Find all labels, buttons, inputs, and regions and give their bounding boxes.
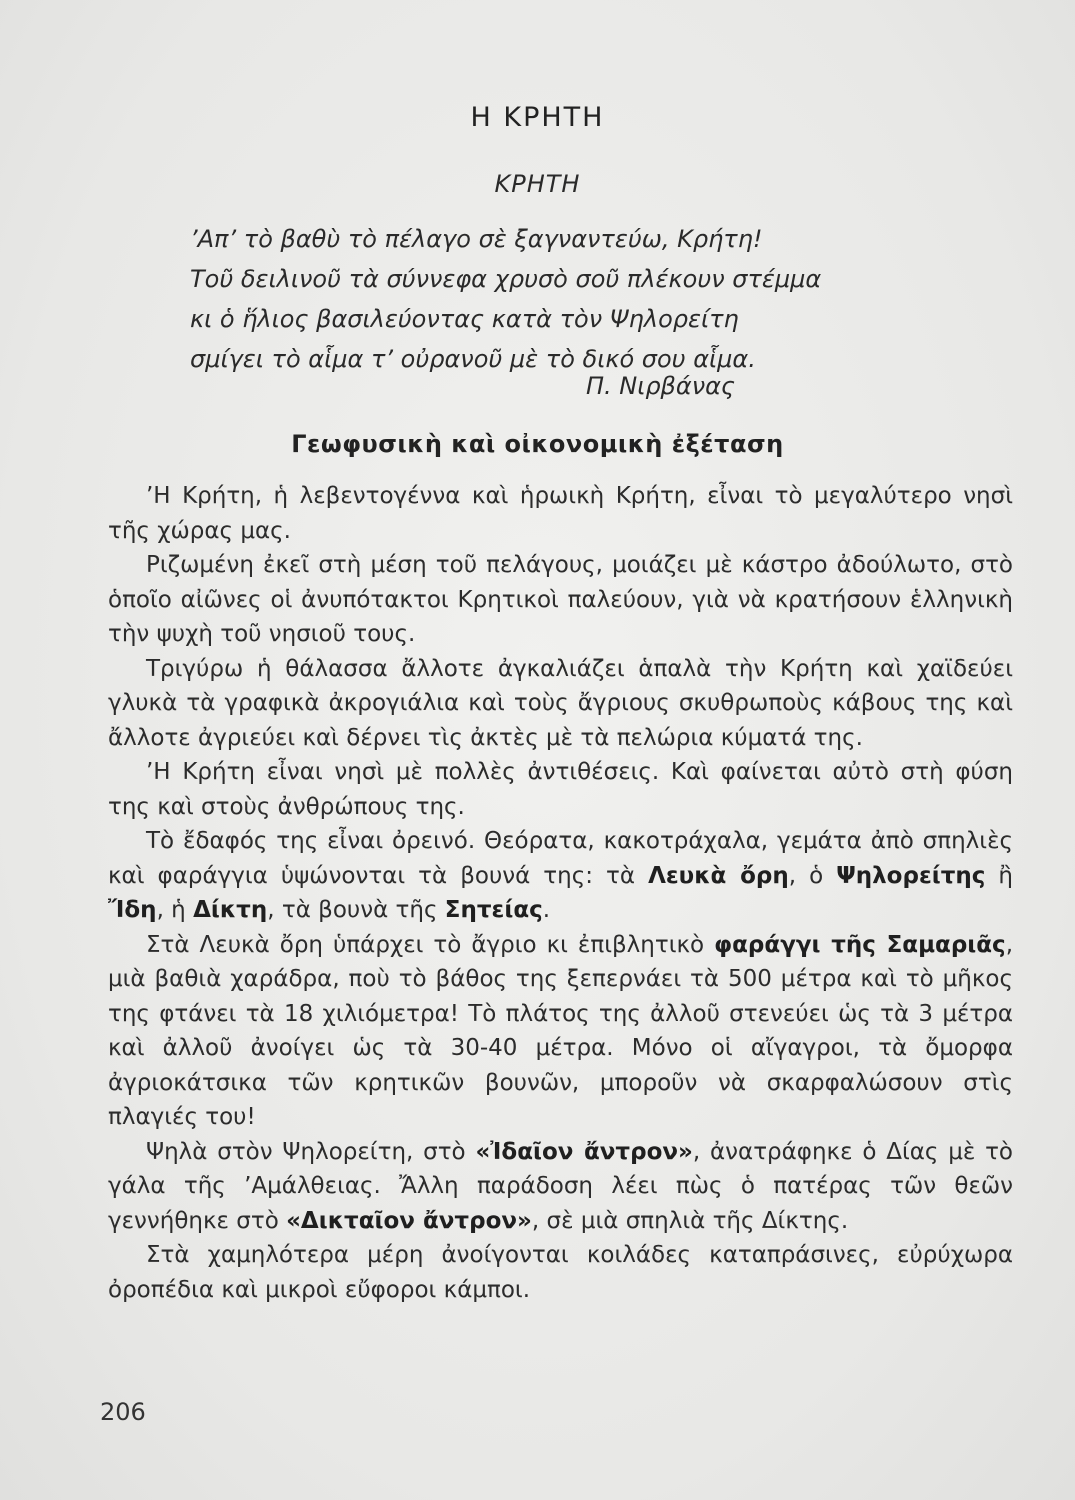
poem-title: ΚΡΗΤΗ [494,170,581,198]
text-run: ’Η Κρήτη εἶναι νησὶ μὲ πολλὲς ἀντιθέσεις. Καὶ φαίνεται αὐτὸ στὴ φύση της καὶ στοὺς ἀνθρώπους της. [108,759,1013,820]
text-run: ἢ [985,862,1014,889]
chapter-title: Η ΚΡΗΤΗ [470,102,605,133]
poem-line: σμίγει τὸ αἷμα τ’ οὐρανοῦ μὲ τὸ δικό σου αἷμα. [190,345,756,373]
text-run: Στὰ Λευκὰ ὄρη ὑπάρχει τὸ ἄγριο κι ἐπιβλητικὸ [146,931,715,958]
text-run: . [542,897,551,923]
page-number: 206 [100,1398,146,1426]
paragraph [108,479,1013,548]
paragraph [108,1238,1013,1307]
paragraph [108,928,1013,1135]
poem-line: Τοῦ δειλινοῦ τὰ σύννεφα χρυσὸ σοῦ πλέκουν στέμμα [190,265,822,293]
text-run: , τὰ βουνὰ τῆς [267,897,445,923]
poem-author: Π. Νιρβάνας [585,372,735,400]
body-text [108,479,1013,1307]
text-run: , ἀνατράφηκε ὁ Δίας μὲ τὸ γάλα τῆς ’Αμάλθειας. Ἄλλη παράδοση λέει πὼς ὁ πατέρας τῶν θεῶν γεννήθηκε στὸ [108,1138,1014,1234]
bold-term: Λευκὰ ὄρη [648,862,789,889]
text-run: Ριζωμένη ἐκεῖ στὴ μέση τοῦ πελάγους, μοιάζει μὲ κάστρο ἀδούλωτο, στὸ ὁποῖο αἰῶνες οἱ ἀνυπότακτοι Κρητικοὶ παλεύουν, γιὰ νὰ κρατήσουν ἑλληνικὴ τὴν ψυχὴ τοῦ νησιοῦ τους. [108,552,1013,647]
paragraph [108,548,1013,652]
paragraph [108,755,1013,824]
bold-term: «Δικταῖον ἄντρον» [286,1207,532,1234]
text-run: Τὸ ἔδαφός της εἶναι ὀρεινό. Θεόρατα, κακοτράχαλα, γεμάτα ἀπὸ σπηλιὲς καὶ φαράγγια ὑψώνονται τὰ βουνά της: τὰ [108,828,1013,889]
text-run: , σὲ μιὰ σπηλιὰ τῆς Δίκτης. [531,1207,849,1234]
paragraph [108,652,1013,756]
bold-term: φαράγγι τῆς Σαμαριᾶς [714,931,1006,958]
bold-term: Ψηλορείτης [836,862,986,889]
text-run: , ἡ [156,897,194,923]
poem [190,219,950,379]
bold-term: Δίκτη [193,897,268,923]
text-run: , μιὰ βαθιὰ χαράδρα, ποὺ τὸ βάθος της ξεπερνάει τὰ 500 μέτρα καὶ τὸ μῆκος της φτάνει τὰ 18 χιλιόμετρα! Τὸ πλάτος της ἀλλοῦ στενεύει ὡς τὰ 3 μέτρα καὶ ἀλλοῦ ἀνοίγει ὡς τὰ 30-40 μέτρα. Μόνο οἱ αἴγαγροι, τὰ ὄμορφα ἀγριοκάτσικα τῶν κρητικῶν βουνῶν, μποροῦν νὰ σκαρφαλώσουν στὶς πλαγιές του! [108,931,1013,1130]
bold-term: «Ἰδαῖον ἄντρον» [475,1138,693,1165]
text-run: Στὰ χαμηλότερα μέρη ἀνοίγονται κοιλάδες καταπράσινες, εὐρύχωρα ὀροπέδια καὶ μικροὶ εὔφοροι κάμποι. [108,1242,1013,1303]
poem-line: ’Απ’ τὸ βαθὺ τὸ πέλαγο σὲ ξαγναντεύω, Κρήτη! [190,225,763,253]
text-run: Τριγύρω ἡ θάλασσα ἄλλοτε ἀγκαλιάζει ἁπαλὰ τὴν Κρήτη καὶ χαϊδεύει γλυκὰ τὰ γραφικὰ ἀκρογιάλια καὶ τοὺς ἄγριους σκυθρωποὺς κάβους της καὶ ἄλλοτε ἀγριεύει καὶ δέρνει τὶς ἀκτὲς μὲ τὰ πελώρια κύματά της. [108,655,1013,751]
text-run: Ψηλὰ στὸν Ψηλορείτη, στὸ [146,1138,476,1165]
paragraph [108,1135,1013,1239]
section-heading: Γεωφυσικὴ καὶ οἰκονομικὴ ἐξέταση [291,430,784,458]
text-run: , ὁ [788,862,837,889]
poem-line: κι ὁ ἥλιος βασιλεύοντας κατὰ τὸν Ψηλορείτη [190,305,739,333]
bold-term: Σητείας [444,897,543,923]
paragraph [108,824,1013,928]
bold-term: Ἴδη [108,897,157,923]
text-run: ’Η Κρήτη, ἡ λεβεντογέννα καὶ ἡρωικὴ Κρήτη, εἶναι τὸ μεγαλύτερο νησὶ τῆς χώρας μας. [108,483,1013,544]
